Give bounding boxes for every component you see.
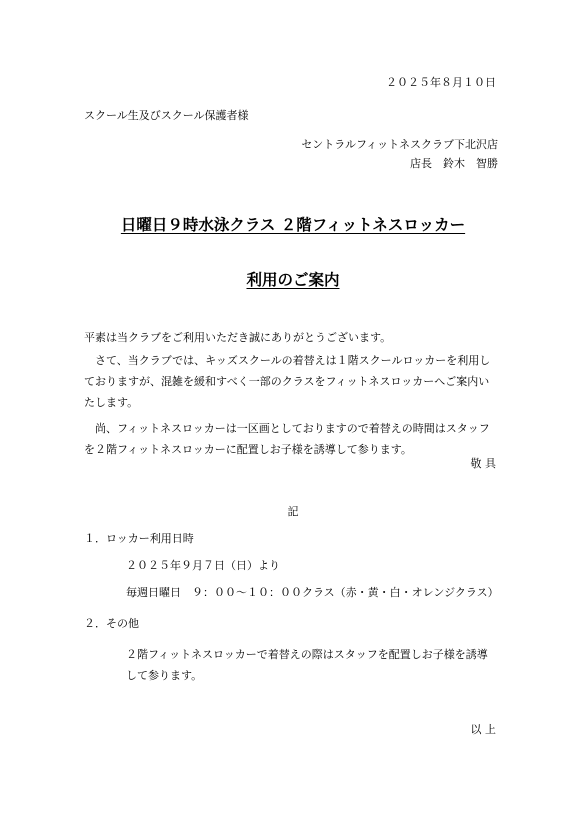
closing-ijou: 以 上: [470, 723, 496, 736]
item-1-schedule: 毎週日曜日 ９：００～１０：００クラス（赤・黄・白・オレンジクラス）: [126, 586, 499, 599]
sender-name: 店長 鈴木 智勝: [410, 157, 498, 170]
sender-organization: セントラルフィットネスクラブ下北沢店: [301, 138, 498, 151]
document-date: ２０２５年８月１０日: [386, 76, 496, 89]
item-2-text: ２階フィットネスロッカーで着替えの際はスタッフを配置しお子様を誘導して参ります。: [126, 648, 488, 682]
paragraph-1: さて、当クラブでは、キッズスクールの着替えは１階スクールロッカーを利用しておりますが、混雑を緩和すべく一部のクラスをフィットネスロッカーへご案内いたします。: [84, 354, 491, 409]
recipient: スクール生及びスクール保護者様: [84, 109, 249, 122]
greeting: 平素は当クラブをご利用いただき誠にありがとうございます。: [84, 331, 392, 344]
paragraph-2: 尚、フィットネスロッカーは一区画としておりますので着替えの時間はスタッフを２階フィットネスロッカーに配置しお子様を誘導して参ります。: [84, 422, 490, 456]
title-line-2: 利用のご案内: [246, 271, 340, 289]
details-heading: 記: [287, 505, 299, 518]
title-line-1: 日曜日９時水泳クラス ２階フィットネスロッカー: [120, 216, 466, 234]
closing-keigu: 敬 具: [470, 457, 496, 470]
item-1-date: ２０２５年９月７日（日）より: [126, 559, 280, 572]
item-1-title: １．ロッカー利用日時: [84, 532, 194, 545]
item-2-title: ２．その他: [84, 617, 139, 630]
